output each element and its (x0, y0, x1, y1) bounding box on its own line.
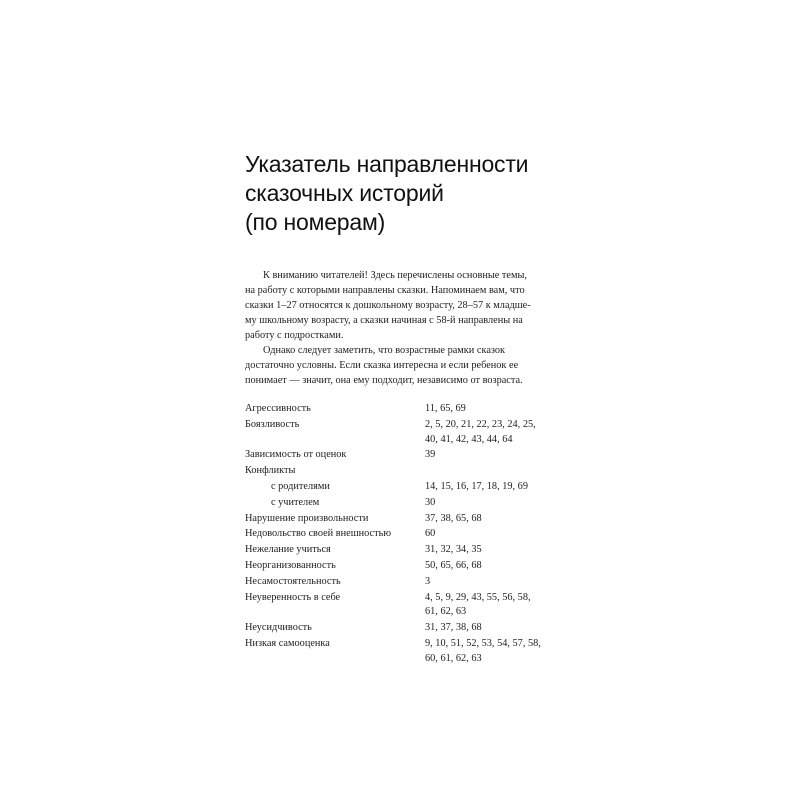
index-group-row (245, 464, 575, 479)
index-row (245, 637, 575, 667)
index-topic: Недовольство своей внешностью (245, 528, 392, 540)
intro-line: на работу с которыми направлены сказки. Напоминаем вам, что (245, 285, 525, 296)
index-topic: Зависимость от оценок (245, 449, 347, 461)
index-story-numbers (425, 402, 575, 417)
index-row (245, 621, 575, 636)
index-topic: Неорганизованность (245, 559, 336, 571)
index-story-numbers (425, 418, 575, 448)
page-title (245, 150, 575, 237)
intro-text (245, 268, 575, 388)
index-topic: Низкая самооценка (245, 637, 330, 649)
index-topic: с учителем (271, 496, 320, 508)
index-row (245, 480, 575, 495)
story-numbers-line: 60, 61, 62, 63 (425, 652, 482, 664)
index-topic: с родителями (271, 480, 330, 492)
index-story-numbers (425, 591, 575, 621)
index-row (245, 543, 575, 558)
intro-line: Однако следует заметить, что возрастные рамки сказок (263, 345, 506, 356)
story-numbers-line: 2, 5, 20, 21, 22, 23, 24, 25, (425, 418, 536, 430)
intro-line: достаточно условны. Если сказка интересна и если ребенок ее (245, 360, 519, 371)
intro-line: К вниманию читателей! Здесь перечислены основные темы, (263, 270, 528, 281)
index-topic: Нарушение произвольности (245, 512, 369, 524)
story-numbers-line: 37, 38, 65, 68 (425, 512, 482, 524)
index-topic: Боязливость (245, 418, 300, 430)
story-numbers-line: 31, 37, 38, 68 (425, 622, 482, 634)
story-numbers-line: 3 (425, 575, 431, 587)
index-story-numbers (425, 637, 575, 667)
intro-line: работу с подростками. (245, 330, 344, 341)
index-group-heading: Конфликты (245, 465, 296, 477)
story-numbers-line: 40, 41, 42, 43, 44, 64 (425, 433, 513, 445)
index-topic: Нежелание учиться (245, 544, 331, 556)
index-row (245, 527, 575, 542)
index-topic: Несамостоятельность (245, 575, 341, 587)
story-numbers-line: 11, 65, 69 (425, 403, 466, 414)
intro-line: му школьному возрасту, а сказки начиная с 58-й направлены на (245, 315, 523, 326)
title-line: (по номерам) (245, 209, 386, 235)
index-topic: Неуверенность в себе (245, 591, 341, 603)
index-row (245, 418, 575, 448)
index-row (245, 512, 575, 527)
index-row (245, 496, 575, 511)
index-row (245, 575, 575, 590)
story-numbers-line: 39 (425, 449, 436, 461)
index-story-numbers (425, 480, 575, 495)
index-story-numbers (425, 527, 575, 542)
intro-paragraph-2 (245, 343, 575, 388)
intro-line: сказки 1–27 относятся к дошкольному возрасту, 28–57 к младше- (245, 300, 531, 311)
story-numbers-line: 60 (425, 528, 436, 540)
title-line: Указатель направленности (245, 151, 529, 177)
index-story-numbers (425, 621, 575, 636)
story-numbers-line: 50, 65, 66, 68 (425, 559, 482, 571)
index-row (245, 402, 575, 417)
intro-line: понимает — значит, она ему подходит, независимо от возраста. (245, 375, 523, 386)
index-story-numbers (425, 575, 575, 590)
index-story-numbers (425, 512, 575, 527)
index-story-numbers (425, 559, 575, 574)
story-numbers-line: 14, 15, 16, 17, 18, 19, 69 (425, 480, 528, 492)
index-row (245, 559, 575, 574)
story-numbers-line: 61, 62, 63 (425, 606, 467, 618)
index-story-numbers (425, 543, 575, 558)
index-story-numbers (425, 496, 575, 511)
topic-index (245, 402, 575, 667)
title-line: сказочных историй (245, 180, 444, 206)
index-story-numbers (425, 448, 575, 463)
index-topic: Неусидчивость (245, 622, 312, 634)
story-numbers-line: 31, 32, 34, 35 (425, 544, 482, 556)
index-row (245, 448, 575, 463)
index-topic: Агрессивность (245, 403, 311, 414)
story-numbers-line: 9, 10, 51, 52, 53, 54, 57, 58, (425, 637, 541, 649)
page (245, 150, 575, 668)
intro-paragraph-1 (245, 268, 575, 343)
story-numbers-line: 30 (425, 496, 436, 508)
index-row (245, 591, 575, 621)
story-numbers-line: 4, 5, 9, 29, 43, 55, 56, 58, (425, 591, 531, 603)
